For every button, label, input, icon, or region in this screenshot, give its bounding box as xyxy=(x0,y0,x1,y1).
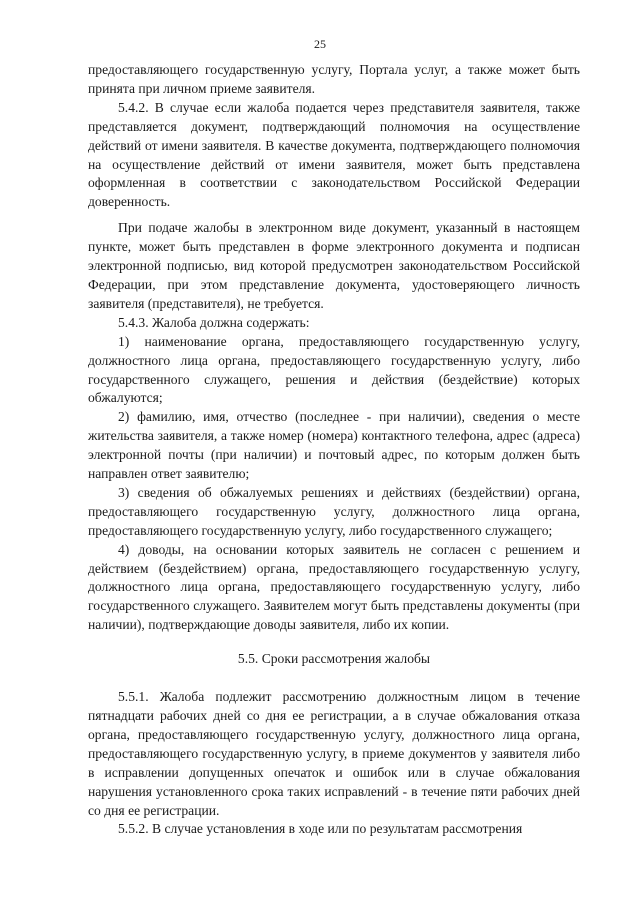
paragraph-5-4-2: 5.4.2. В случае если жалоба подается через представителя заявителя, также представляется документ, подтверждающий полномочия на осуществление действий от имени заявителя. В качестве документа, подтверждающего полномочия на осуществление действий от имени заявителя, может быть представлена оформленная в соответствии с законодательством Российской Федерации доверенность. xyxy=(88,99,580,210)
list-item-1: 1) наименование органа, предоставляющего государственную услугу, должностного лица органа, предоставляющего государственную услугу, либо государственного служащего, решения и действия (бездействие) которых обжалуются; xyxy=(88,333,580,406)
list-item-2: 2) фамилию, имя, отчество (последнее - при наличии), сведения о месте жительства заявителя, а также номер (номера) контактного телефона, адрес (адреса) электронной почты (при наличии) и почтовый адрес, по которым должен быть направлен ответ заявителю; xyxy=(88,409,580,482)
section-heading-5-5: 5.5. Сроки рассмотрения жалобы xyxy=(237,651,431,667)
paragraph-electronic-submission: При подаче жалобы в электронном виде документ, указанный в настоящем пункте, может быть представлен в форме электронного документа и подписан электронной подписью, вид которой предусмотрен законодательством Российской Федерации, при этом представление документа, удостоверяющего личность заявителя (представителя), не требуется. xyxy=(88,220,580,311)
page-number: 25 xyxy=(314,37,326,51)
list-item-3: 3) сведения об обжалуемых решениях и действиях (бездействии) органа, предоставляющего государственную услугу, должностного лица органа, предоставляющего государственную услугу, либо государственного служащего; xyxy=(88,484,580,538)
document-body xyxy=(88,61,580,839)
list-item-4: 4) доводы, на основании которых заявитель не согласен с решением и действием (бездействием) органа, предоставляющего государственную услугу, должностного лица органа, предоставляющего государственную услугу, либо государственного служащего. Заявителем могут быть представлены документы (при наличии), подтверждающие доводы заявителя, либо их копии. xyxy=(88,541,580,633)
paragraph-5-4-3: 5.4.3. Жалоба должна содержать: xyxy=(118,314,310,330)
paragraph-5-5-2: 5.5.2. В случае установления в ходе или по результатам рассмотрения xyxy=(118,821,523,837)
paragraph-portal-continuation: предоставляющего государственную услугу, Портала услуг, а также может быть принята при личном приеме заявителя. xyxy=(88,62,580,96)
paragraph-5-5-1: 5.5.1. Жалоба подлежит рассмотрению должностным лицом в течение пятнадцати рабочих дней со дня ее регистрации, а в случае обжалования отказа органа, предоставляющего государственную услугу, должностного лица органа, предоставляющего государственную услугу, в приеме документов у заявителя либо в исправлении допущенных опечаток и ошибок или в случае обжалования нарушения установленного срока таких исправлений - в течение пяти рабочих дней со дня ее регистрации. xyxy=(88,689,580,818)
